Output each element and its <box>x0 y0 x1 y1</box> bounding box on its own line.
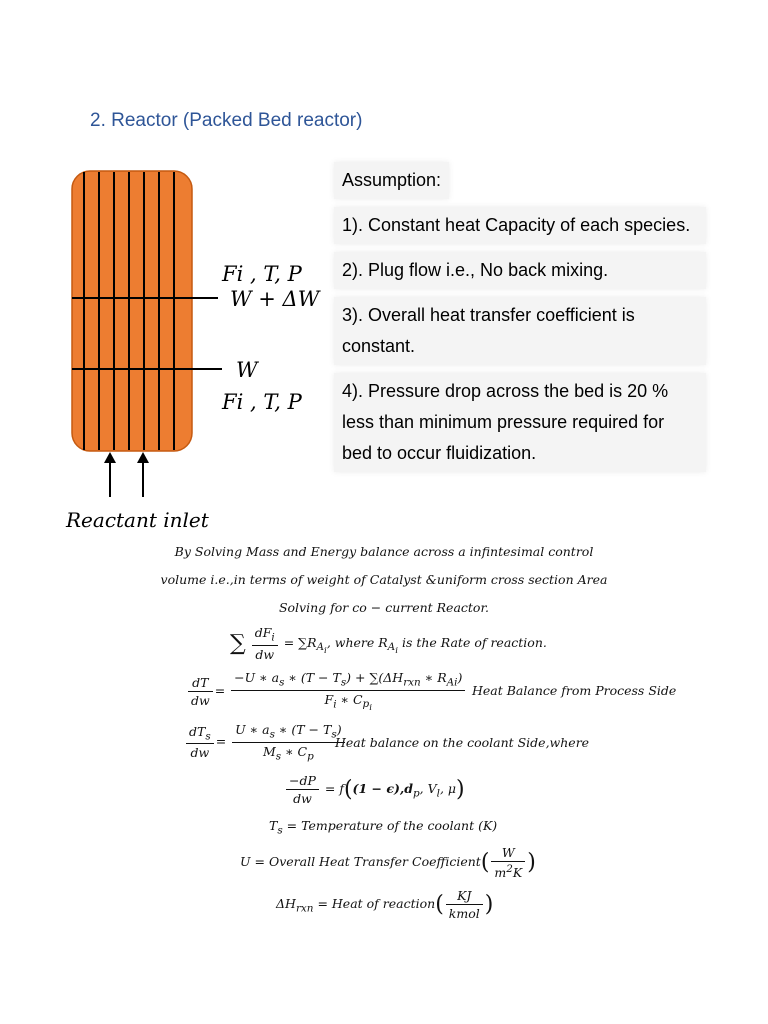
inlet-arrows <box>104 452 149 497</box>
mass-balance-equation: ∑ $\frac{dF_i}{dw}$ = $\sum R_{A_i}$, where $R_{A_i}$ is the Rate of reaction. <box>230 625 547 662</box>
temperature-derivative: $\frac{dT}{dw}$ <box>188 675 213 708</box>
pressure-drop-equation: $\frac{-dP}{dw}$ = $f((1 - \epsilon),d_p$, $V_l$, μ) <box>284 773 465 806</box>
lower-label-weight: W <box>236 358 258 382</box>
heat-of-reaction-units: $\frac{KJ}{\text{kmol}}$ <box>446 888 483 921</box>
process-heat-balance-equation: $\frac{dT}{dw}$ = $\frac{-U ∗ a_s ∗ (T - T_s) + \sum(\Delta H_{rxn} ∗ R_{Ai})}{F_i ∗ C_{p_i}}$ <box>186 670 467 713</box>
assumption-item: 4). Pressure drop across the bed is 20 % less than minimum pressure required for bed to occur fluidization. <box>334 373 706 472</box>
process-heat-label: Heat Balance from Process Side <box>472 683 677 698</box>
process-heat-fraction: $\frac{-U ∗ a_s ∗ (T - T_s) + \sum(\Delta H_{rxn} ∗ R_{Ai})}{F_i ∗ C_{p_i}}$ <box>231 670 465 713</box>
upper-label-weight: W + ΔW <box>230 287 320 311</box>
heat-of-reaction-definition: $\Delta H_{rxn}$ = Heat of reaction( $\frac{KJ}{\text{kmol}}$ ) <box>276 888 494 921</box>
coolant-heat-label: Heat balance on the coolant Side,where <box>335 735 590 750</box>
mass-derivative: $\frac{dF_i}{dw}$ <box>252 625 278 662</box>
assumptions-title: Assumption: <box>334 162 449 199</box>
upper-label-flow: Fi , T, P <box>222 262 302 286</box>
assumption-item: 2). Plug flow i.e., No back mixing. <box>334 252 706 289</box>
section-heading: 2. Reactor (Packed Bed reactor) <box>90 110 363 131</box>
coolant-heat-balance-equation: $\frac{dT_s}{dw}$ = $\frac{U ∗ a_s ∗ (T - T_s)}{M_s ∗ C_p}$ <box>184 722 347 762</box>
pressure-derivative: $\frac{-dP}{dw}$ <box>286 773 319 806</box>
assumption-item: 1). Constant heat Capacity of each species. <box>334 207 706 244</box>
inlet-arrow-left-head <box>104 452 116 463</box>
inlet-arrow-right-head <box>137 452 149 463</box>
heat-transfer-coefficient-definition: U = Overall Heat Transfer Coefficient( $\frac{W}{m^2K}$ ) <box>240 845 536 881</box>
reactant-inlet-label: Reactant inlet <box>66 508 209 532</box>
coolant-temperature-definition: $T_s$ = Temperature of the coolant (K) <box>269 818 498 837</box>
sum-symbol: ∑ <box>230 630 246 656</box>
intro-line-3: Solving for co − current Reactor. <box>278 600 490 615</box>
assumptions-box <box>334 162 706 480</box>
coolant-heat-fraction: $\frac{U ∗ a_s ∗ (T - T_s)}{M_s ∗ C_p}$ <box>232 722 344 762</box>
coolant-temperature-derivative: $\frac{dT_s}{dw}$ <box>186 724 214 761</box>
intro-line-2: volume i.e.,in terms of weight of Catalyst &uniform cross section Area <box>160 572 608 587</box>
lower-label-flow: Fi , T, P <box>222 390 302 414</box>
u-units: $\frac{W}{m^2K}$ <box>491 845 525 880</box>
intro-line-1: By Solving Mass and Energy balance across a infintesimal control <box>174 544 594 559</box>
assumption-item: 3). Overall heat transfer coefficient is constant. <box>334 297 706 365</box>
